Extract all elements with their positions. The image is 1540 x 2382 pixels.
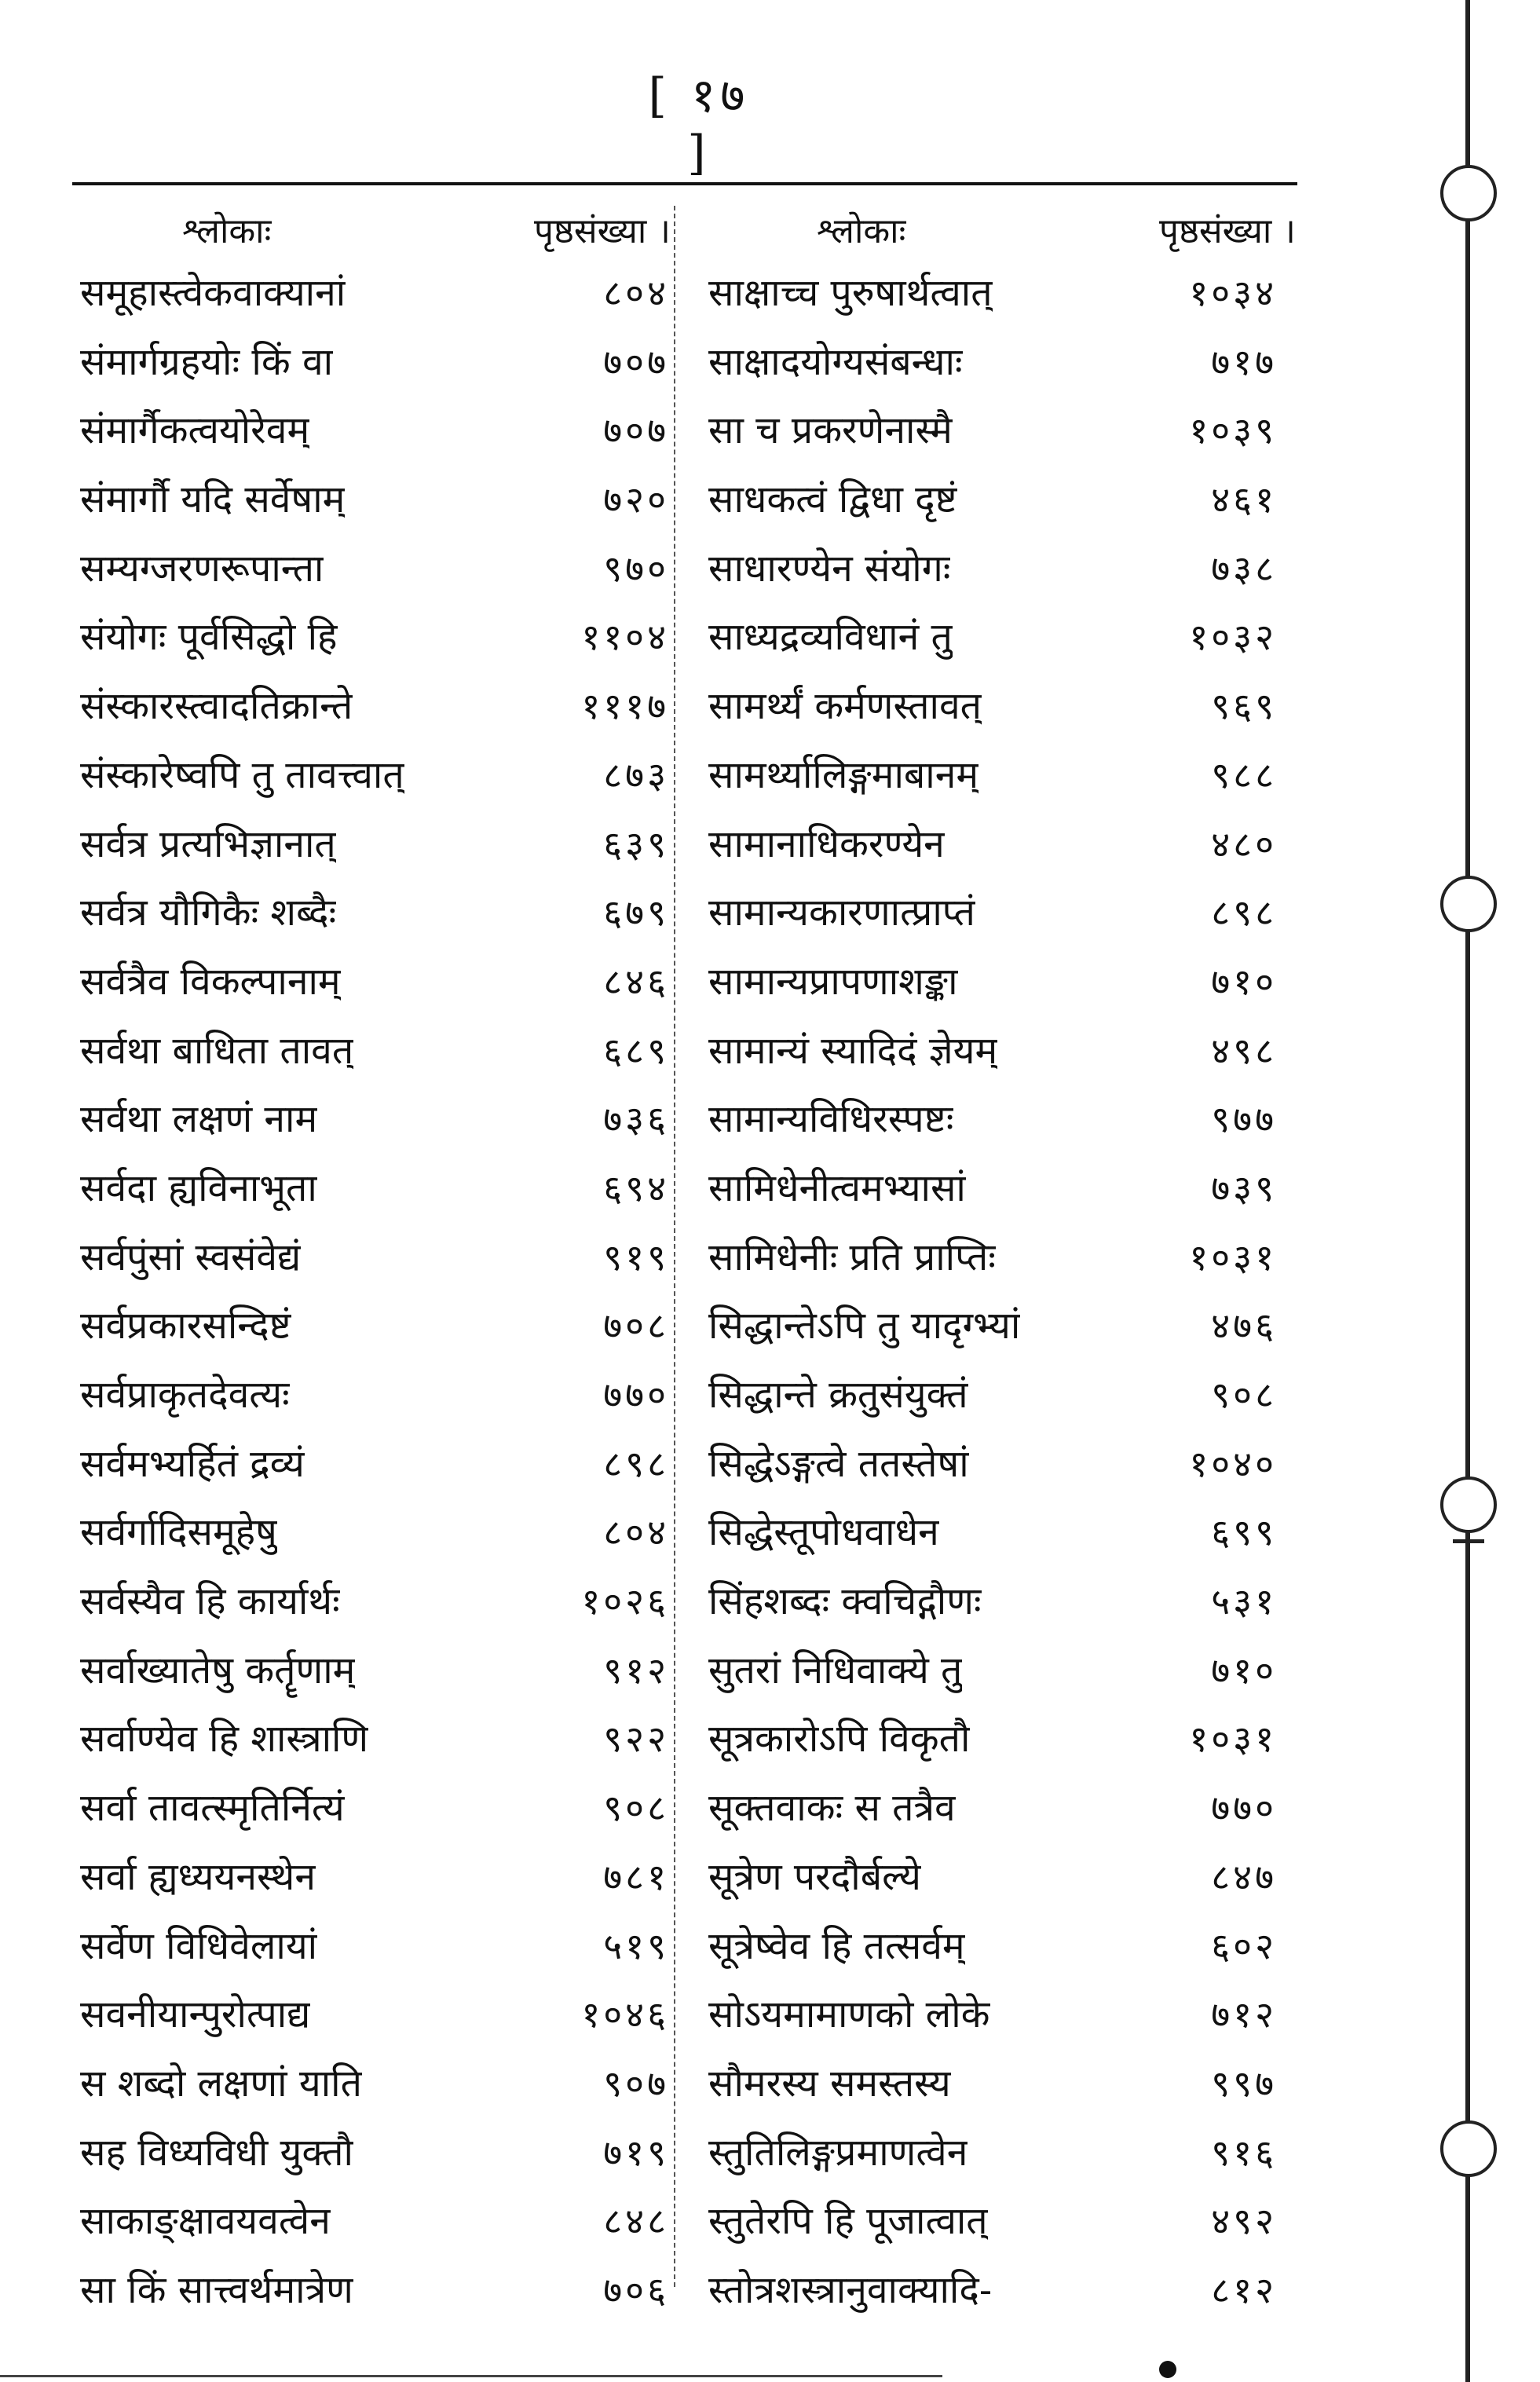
page-reference: ६९४ — [603, 1166, 669, 1209]
page-reference: ८१२ — [1211, 2268, 1277, 2311]
verse-text: सिंहशब्दः क्वचिद्गौणः — [708, 1579, 982, 1624]
verse-text: साकाङ्क्षावयवत्वेन — [80, 2199, 331, 2244]
page-reference: ८९८ — [603, 1442, 669, 1485]
verse-text: संस्कारस्त्वादतिक्रान्ते — [80, 684, 353, 729]
page-reference: ७१९ — [603, 2131, 669, 2174]
verse-text: सौमरस्य समस्तस्य — [708, 2061, 951, 2106]
verse-text: सम्यग्जरणरूपान्ता — [80, 546, 324, 591]
index-entry — [699, 1774, 1296, 1843]
verse-text: सामानाधिकरण्येन — [708, 821, 945, 866]
verse-text: सर्वथा बाधिता तावत् — [80, 1028, 354, 1073]
bottom-edge-line — [0, 2375, 942, 2377]
verse-text: सामान्यं स्यादिदं ज्ञेयम् — [708, 1028, 998, 1073]
page-reference: ९१२ — [603, 1648, 669, 1692]
index-entry — [72, 810, 677, 880]
page-reference: १११७ — [581, 685, 669, 728]
verse-text: सूक्तवाकः स तत्रैव — [708, 1786, 956, 1831]
verse-text: सिद्धान्ते क्रतुसंयुक्तं — [708, 1373, 968, 1417]
verse-text: सर्वा ह्यध्ययनस्थेन — [80, 1854, 316, 1899]
verse-text: साधकत्वं द्विधा दृष्टं — [708, 477, 957, 522]
page-reference: ६८९ — [603, 1029, 669, 1072]
page-reference: ७३९ — [1211, 1166, 1277, 1209]
page-reference: ९२२ — [603, 1718, 669, 1761]
index-entry — [72, 1430, 677, 1499]
page-reference: १०४६ — [581, 1993, 669, 2036]
page-reference: ७१७ — [1211, 340, 1277, 383]
verse-text: सर्वथा लक्षणं नाम — [80, 1097, 318, 1142]
index-entry — [699, 2256, 1296, 2325]
index-entry — [72, 1637, 677, 1706]
index-entry — [72, 2256, 677, 2325]
right-column — [699, 206, 1296, 2325]
index-entry — [699, 603, 1296, 672]
index-entry — [699, 1705, 1296, 1774]
binding-hole-mark — [1440, 876, 1497, 932]
verse-text: सामर्थ्यं कर्मणस्तावत् — [708, 684, 982, 729]
verse-text: सिद्धान्तेऽपि तु यादृग्भ्यां — [708, 1304, 1021, 1348]
verse-text: सर्वमभ्यर्हितं द्रव्यं — [80, 1441, 305, 1486]
index-entry — [699, 672, 1296, 741]
page-reference: ८०४ — [603, 1511, 669, 1554]
index-entry — [72, 1981, 677, 2050]
index-entry — [699, 1430, 1296, 1499]
page-reference: ४९२ — [1211, 2200, 1277, 2243]
index-entry — [72, 1774, 677, 1843]
page-reference: ६३९ — [603, 822, 669, 865]
verse-text: सिद्धेऽङ्गत्वे ततस्तेषां — [708, 1441, 969, 1486]
index-entry — [699, 1017, 1296, 1086]
index-entry — [699, 535, 1296, 604]
index-entry — [72, 1017, 677, 1086]
verse-text: सूत्रकारोऽपि विकृतौ — [708, 1717, 971, 1762]
index-entry — [699, 1637, 1296, 1706]
page-reference: ८०४ — [603, 272, 669, 314]
verse-text: सामिधेनीत्वमभ्यासां — [708, 1165, 966, 1210]
verse-text: सर्वाण्येव हि शास्त्राणि — [80, 1717, 369, 1762]
page-reference: ७१० — [1211, 1648, 1277, 1692]
page-reference: ६९९ — [1211, 1511, 1277, 1554]
verse-text: सूत्रेण परदौर्बल्ये — [708, 1854, 921, 1899]
page-reference: ९०७ — [603, 2062, 669, 2105]
verse-text: संमार्गग्रहयोः किं वा — [80, 339, 334, 384]
page-reference: ९८८ — [1211, 753, 1277, 796]
verse-text: सर्वा तावत्स्मृतिर्नित्यं — [80, 1786, 345, 1831]
page-reference: ७०६ — [603, 2268, 669, 2311]
verse-text: साक्षाच्च पुरुषार्थत्वात् — [708, 271, 993, 315]
page-reference: ५३१ — [1211, 1580, 1277, 1623]
verse-text: समूहास्त्वेकवाक्यानां — [80, 271, 346, 315]
binding-hole-mark — [1440, 2120, 1497, 2177]
verse-text: सर्वस्यैव हि कार्यार्थः — [80, 1579, 340, 1624]
index-entry — [699, 259, 1296, 328]
verse-text: साधारण्येन संयोगः — [708, 546, 951, 591]
page-reference: ९६९ — [1211, 685, 1277, 728]
page-count-header: पृष्ठसंख्या । — [534, 211, 671, 251]
verse-text: संमार्गौ यदि सर्वेषाम् — [80, 477, 346, 522]
verse-text: सोऽयमामाणको लोके — [708, 1992, 990, 2037]
page-reference: ७३८ — [1211, 547, 1277, 590]
verse-text: सवनीयान्पुरोत्पाद्य — [80, 1992, 311, 2037]
verse-text: सा च प्रकरणेनास्मै — [708, 408, 953, 453]
index-entry — [72, 1085, 677, 1154]
index-entry — [72, 879, 677, 948]
page-reference: १०३२ — [1189, 616, 1277, 659]
verse-text: सामिधेनीः प्रति प्राप्तिः — [708, 1235, 996, 1279]
page-reference: ७१२ — [1211, 1993, 1277, 2036]
page-reference: ७१० — [1211, 960, 1277, 1003]
index-entry — [699, 1843, 1296, 1912]
verse-text: सा किं सात्त्वर्थमात्रेण — [80, 2267, 353, 2312]
index-entry — [72, 1361, 677, 1430]
ink-spot — [1159, 2361, 1176, 2378]
page-reference: १०३९ — [1189, 409, 1277, 452]
page-reference: ४६१ — [1211, 478, 1277, 521]
verse-text: सर्वत्र यौगिकैः शब्दैः — [80, 891, 337, 935]
index-entry — [72, 1912, 677, 1981]
index-entry — [72, 1154, 677, 1224]
verse-text: सामर्थ्यालिङ्गमाबानम् — [708, 752, 979, 797]
index-entry — [72, 535, 677, 604]
verse-text: साक्षादयोग्यसंबन्धाः — [708, 339, 963, 384]
index-entry — [699, 810, 1296, 880]
verse-text: स्तुतेरपि हि पूजात्वात् — [708, 2199, 988, 2244]
page-reference: ४७६ — [1211, 1304, 1277, 1348]
page-reference: १०३१ — [1189, 1718, 1277, 1761]
left-column-rows — [72, 259, 677, 2325]
verse-text: सर्वप्रकारसन्दिष्टं — [80, 1304, 291, 1348]
verse-text: सर्वदा ह्यविनाभूता — [80, 1165, 317, 1210]
verse-text: सर्वर्गादिसमूहेषु — [80, 1510, 277, 1555]
verse-text: सर्वेण विधिवेलायां — [80, 1923, 318, 1968]
verse-text: संमार्गैकत्वयोरेवम् — [80, 408, 310, 453]
index-entry — [699, 1085, 1296, 1154]
index-entry — [72, 948, 677, 1017]
index-entry — [699, 1224, 1296, 1293]
index-entry — [699, 1292, 1296, 1361]
page-reference: ७०८ — [603, 1304, 669, 1348]
index-entry — [72, 741, 677, 810]
page-reference: ९७७ — [1211, 1098, 1277, 1141]
index-entry — [72, 1292, 677, 1361]
index-entry — [72, 1224, 677, 1293]
index-entry — [699, 741, 1296, 810]
index-entry — [699, 466, 1296, 535]
verse-text: साध्यद्रव्यविधानं तु — [708, 615, 953, 660]
verse-text: सर्वाख्यातेषु कर्तॄणाम् — [80, 1648, 356, 1692]
index-entry — [699, 328, 1296, 397]
index-entry — [699, 1154, 1296, 1224]
page-reference: ९१६ — [1211, 2131, 1277, 2174]
page-reference: ८४७ — [1211, 1855, 1277, 1898]
verse-text: स्तुतिलिङ्गप्रमाणत्वेन — [708, 2130, 968, 2175]
verse-text: स शब्दो लक्षणां याति — [80, 2061, 362, 2106]
verse-text: स्तोत्रशस्त्रानुवाक्यादि- — [708, 2267, 993, 2312]
page-number: [ १७ ] — [648, 68, 750, 181]
page-reference: ७०७ — [603, 340, 669, 383]
index-entry — [699, 1912, 1296, 1981]
index-entry — [72, 466, 677, 535]
page-reference: ९९७ — [1211, 2062, 1277, 2105]
page-reference: ७७० — [1211, 1787, 1277, 1830]
index-entry — [699, 2050, 1296, 2119]
index-entry — [72, 397, 677, 466]
verse-text: सामान्यप्रापणाशङ्का — [708, 959, 958, 1004]
verse-text: संस्कारेष्वपि तु तावत्त्वात् — [80, 752, 404, 797]
page-reference: ९०८ — [1211, 1374, 1277, 1416]
verse-header: श्लोकाः — [182, 211, 272, 251]
index-entry — [72, 1705, 677, 1774]
verse-text: सर्वत्र प्रत्यभिज्ञानात् — [80, 821, 336, 866]
index-entry — [699, 1981, 1296, 2050]
page-reference: ८९८ — [1211, 891, 1277, 935]
verse-header: श्लोकाः — [817, 211, 906, 251]
index-entry — [72, 328, 677, 397]
verse-text: संयोगः पूर्वसिद्धो हि — [80, 615, 338, 660]
index-entry — [699, 1568, 1296, 1637]
page-reference: १०३४ — [1189, 272, 1277, 314]
verse-text: सर्वपुंसां स्वसंवेद्यं — [80, 1235, 302, 1279]
verse-text: सर्वप्राकृतदेवत्यः — [80, 1373, 290, 1417]
top-rule — [72, 182, 1297, 185]
page-reference: ५१९ — [603, 1924, 669, 1967]
verse-text: सूत्रेष्वेव हि तत्सर्वम् — [708, 1923, 965, 1968]
page-reference: ७०७ — [603, 409, 669, 452]
index-entry — [699, 1361, 1296, 1430]
page-reference: ७३६ — [603, 1098, 669, 1141]
index-entry — [72, 2187, 677, 2256]
index-entry — [699, 948, 1296, 1017]
page-count-header: पृष्ठसंख्या । — [1159, 211, 1296, 251]
page-reference: १०४० — [1189, 1442, 1277, 1485]
index-entry — [72, 2050, 677, 2119]
right-column-rows — [699, 259, 1296, 2325]
index-entry — [699, 397, 1296, 466]
verse-text: सामान्यकारणात्प्राप्तं — [708, 891, 975, 935]
page-reference: ४९८ — [1211, 1029, 1277, 1072]
index-entry — [699, 1498, 1296, 1568]
verse-text: सिद्धेस्तूपोधवाधेन — [708, 1510, 939, 1555]
page-reference: ६०२ — [1211, 1924, 1277, 1967]
page-reference: ९७० — [603, 547, 669, 590]
index-entry — [72, 1498, 677, 1568]
page-reference: ८४६ — [603, 960, 669, 1003]
index-entry — [699, 879, 1296, 948]
page-reference: ९०८ — [603, 1787, 669, 1830]
index-entry — [72, 2119, 677, 2188]
page-reference: ४८० — [1211, 822, 1277, 865]
binding-hole-mark — [1440, 165, 1497, 221]
page-reference: ९१९ — [603, 1235, 669, 1279]
page-reference: ८७३ — [603, 753, 669, 796]
index-entry — [699, 2119, 1296, 2188]
page-reference: ८४८ — [603, 2200, 669, 2243]
binding-tick — [1453, 1539, 1484, 1543]
page-reference: ६७९ — [603, 891, 669, 935]
page-reference: ११०४ — [581, 616, 669, 659]
verse-text: सुतरां निधिवाक्ये तु — [708, 1648, 963, 1692]
right-column-header — [699, 206, 1296, 254]
page-reference: ७७० — [603, 1374, 669, 1416]
page-reference: ७२० — [603, 478, 669, 521]
page-reference: १०३१ — [1189, 1235, 1277, 1279]
index-entry — [72, 672, 677, 741]
page-reference: ७८१ — [603, 1855, 669, 1898]
binding-margin-line — [1465, 0, 1470, 2382]
index-entry — [72, 603, 677, 672]
binding-hole-mark — [1440, 1476, 1497, 1533]
verse-text: सह विध्यविधी युक्तौ — [80, 2130, 353, 2175]
verse-text: सर्वत्रैव विकल्पानाम् — [80, 959, 341, 1004]
verse-text: सामान्यविधिरस्पष्टः — [708, 1097, 954, 1142]
index-entry — [72, 259, 677, 328]
page-reference: १०२६ — [581, 1580, 669, 1623]
index-entry — [72, 1843, 677, 1912]
left-column-header — [72, 206, 677, 254]
left-column — [72, 206, 677, 2325]
index-entry — [699, 2187, 1296, 2256]
index-entry — [72, 1568, 677, 1637]
